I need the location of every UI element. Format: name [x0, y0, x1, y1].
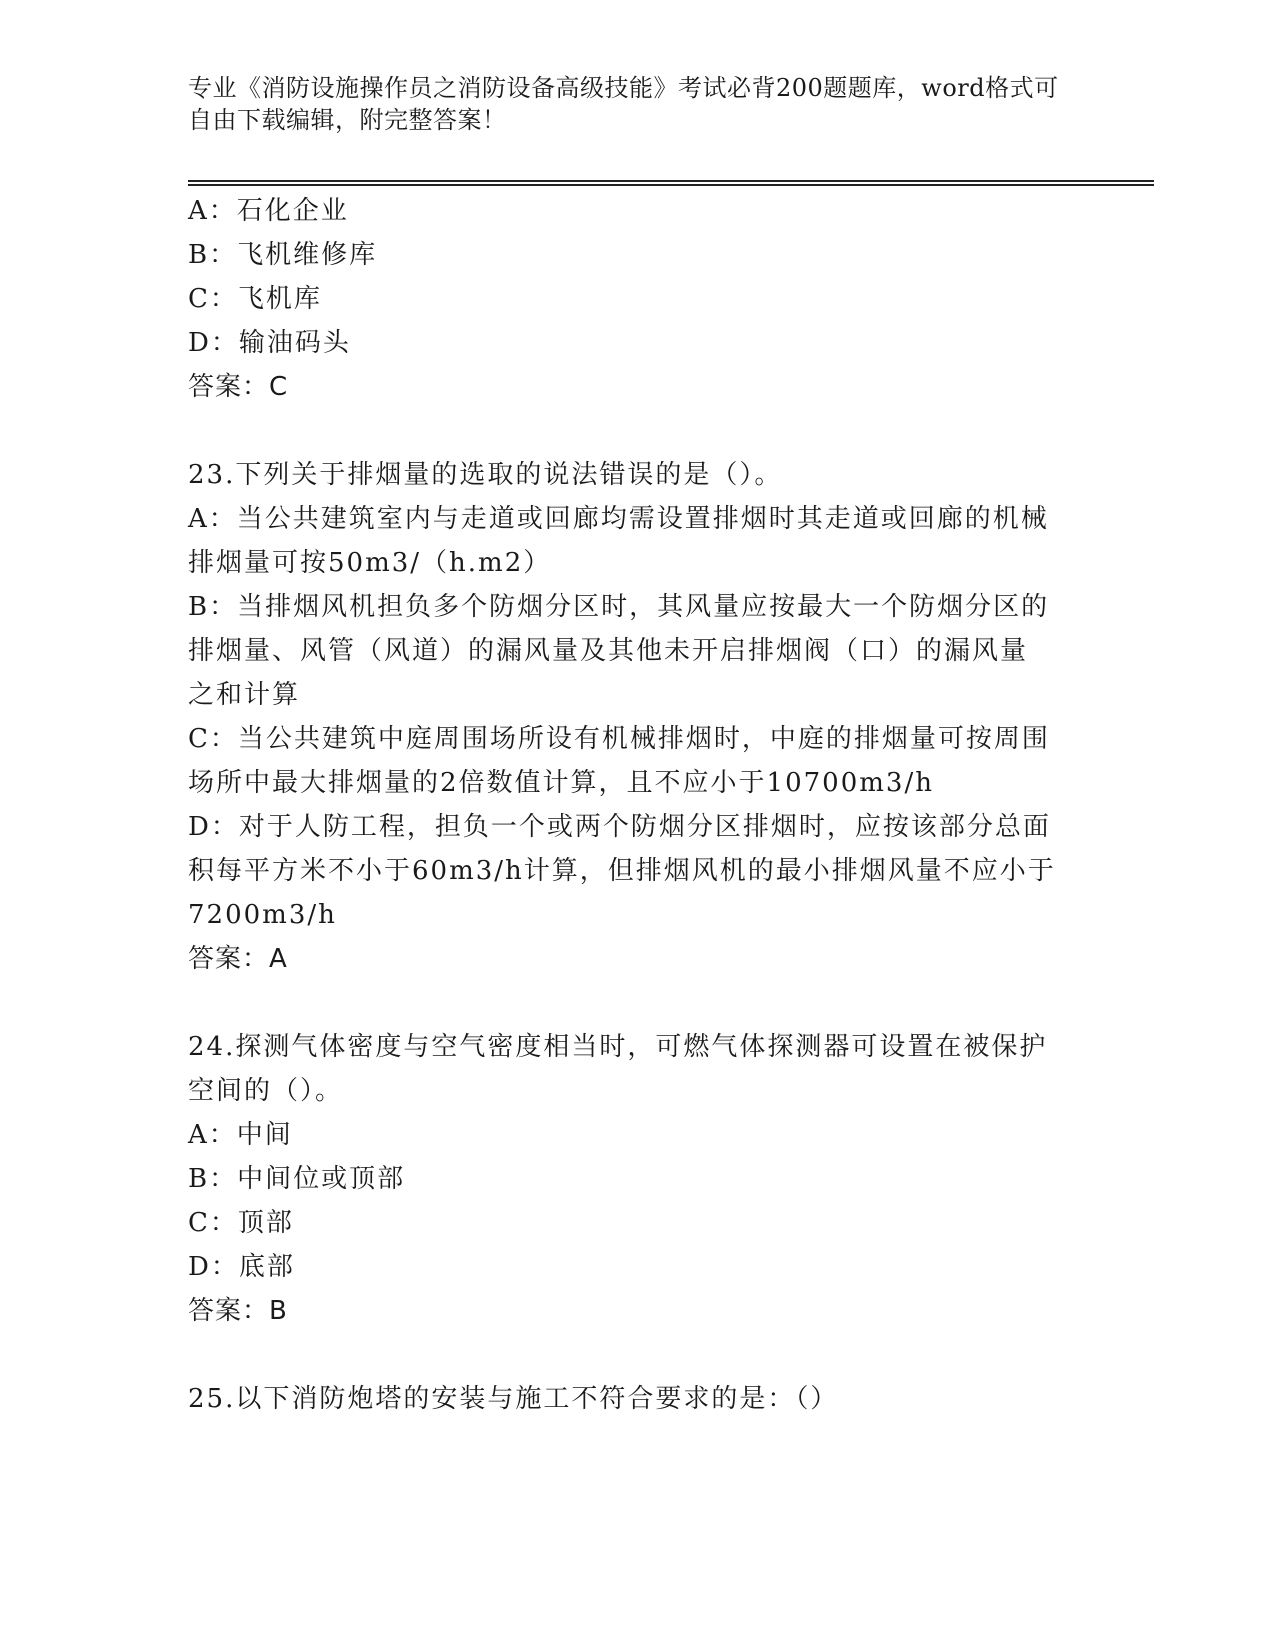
header-divider-bottom	[188, 184, 1154, 186]
q23-option-d-line-2: 积每平方米不小于60m3/h计算，但排烟风机的最小排烟风量不应小于	[188, 856, 1056, 886]
q23-option-c-line-1: C：当公共建筑中庭周围场所设有机械排烟时，中庭的排烟量可按周围	[188, 724, 1050, 754]
q24-option-a: A：中间	[188, 1120, 293, 1150]
header-line-2: 自由下载编辑，附完整答案！	[188, 106, 507, 134]
q23-option-b-line-1: B：当排烟风机担负多个防烟分区时，其风量应按最大一个防烟分区的	[188, 592, 1050, 622]
q23-stem: 23.下列关于排烟量的选取的说法错误的是（）。	[188, 460, 783, 490]
q22-option-c: C：飞机库	[188, 284, 322, 314]
header-divider-top	[188, 180, 1154, 182]
page-header	[188, 72, 1068, 136]
q23-option-d-line-3: 7200m3/h	[188, 900, 337, 930]
q23-option-c-line-2: 场所中最大排烟量的2倍数值计算，且不应小于10700m3/h	[188, 768, 934, 798]
q22-option-a: A：石化企业	[188, 196, 349, 226]
q23-option-a-line-1: A：当公共建筑室内与走道或回廊均需设置排烟时其走道或回廊的机械	[188, 504, 1049, 534]
q24-stem-line-2: 空间的（）。	[188, 1076, 344, 1106]
q24-answer: 答案：B	[188, 1296, 288, 1326]
q23-option-b-line-3: 之和计算	[188, 680, 301, 710]
q22-option-d: D：输油码头	[188, 328, 351, 358]
q24-stem-line-1: 24.探测气体密度与空气密度相当时，可燃气体探测器可设置在被保护	[188, 1032, 1048, 1062]
q24-option-d: D：底部	[188, 1252, 295, 1282]
header-line-1: 专业《消防设施操作员之消防设备高级技能》考试必背200题题库，word格式可	[188, 74, 1059, 102]
q23-option-b-line-2: 排烟量、风管（风道）的漏风量及其他未开启排烟阀（口）的漏风量	[188, 636, 1029, 666]
q23-option-a-line-2: 排烟量可按50m3/（h.m2）	[188, 548, 552, 578]
q24-option-b: B：中间位或顶部	[188, 1164, 406, 1194]
q22-option-b: B：飞机维修库	[188, 240, 378, 270]
q23-option-d-line-1: D：对于人防工程，担负一个或两个防烟分区排烟时，应按该部分总面	[188, 812, 1051, 842]
q24-option-c: C：顶部	[188, 1208, 294, 1238]
q23-answer: 答案：A	[188, 944, 288, 974]
q25-stem: 25.以下消防炮塔的安装与施工不符合要求的是：（）	[188, 1384, 839, 1414]
q22-answer: 答案：C	[188, 372, 289, 402]
